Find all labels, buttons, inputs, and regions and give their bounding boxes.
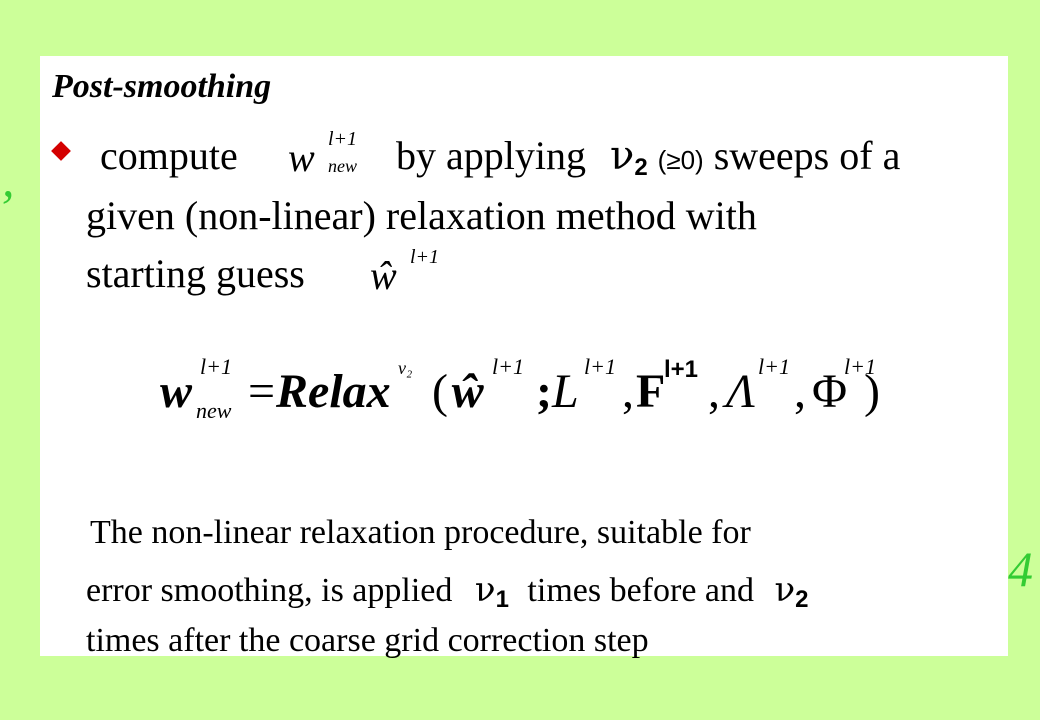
nu-1-subscript: 1 — [495, 586, 509, 613]
background-mark-left: , — [2, 151, 15, 207]
formula-comma-2: , — [708, 365, 720, 418]
slide-content — [40, 56, 1008, 659]
bullet-line-1 — [100, 132, 238, 179]
nu-2-subscript: 2 — [634, 154, 648, 181]
formula-open-paren: ( — [432, 365, 448, 418]
relaxation-formula — [160, 356, 880, 426]
nu-1-symbol: ν — [474, 570, 496, 610]
w-hat-symbol: ŵ l+1 — [370, 246, 440, 298]
note-line-1: The non-linear relaxation procedure, suitable for — [90, 514, 751, 551]
sweeps-text: sweeps of a — [713, 133, 901, 178]
by-applying-text: by applying — [396, 133, 586, 178]
w-new-symbol: w l+1 new — [288, 128, 358, 180]
formula-w-hat: ŵ — [452, 365, 485, 418]
note-before-text: times before and — [527, 572, 754, 609]
formula-L-sup: l+1 — [584, 354, 616, 379]
note-line-2 — [86, 570, 809, 614]
bullet-diamond-icon — [51, 141, 71, 161]
note-applied-text: error smoothing, is applied — [86, 572, 453, 609]
nonneg-condition: (≥0) — [657, 145, 704, 175]
formula-close-paren: ) — [864, 365, 880, 418]
formula-Phi: Φ — [812, 365, 848, 418]
formula-F-sup: l+1 — [664, 356, 699, 383]
nu-2-note-symbol: ν — [774, 570, 796, 610]
formula-L: L — [552, 365, 579, 418]
formula-w: w — [160, 365, 193, 418]
formula-w-sup: l+1 — [200, 354, 232, 379]
formula-w-hat-sup: l+1 — [492, 354, 524, 379]
formula-semicolon: ; — [536, 365, 552, 418]
section-heading: Post-smoothing — [52, 68, 272, 105]
formula-equals: = — [248, 365, 276, 418]
formula-w-sub: new — [196, 398, 232, 423]
nu-2-note-subscript: 2 — [795, 586, 809, 613]
formula-Lambda: Λ — [726, 365, 755, 418]
formula-Lambda-sup: l+1 — [758, 354, 790, 379]
formula-F: F — [636, 365, 666, 418]
note-line-3: times after the coarse grid correction step — [86, 622, 649, 659]
formula-relax-sup: ν₂ — [398, 358, 413, 378]
nu-2-symbol: ν — [609, 133, 635, 179]
formula-Phi-sup: l+1 — [844, 354, 876, 379]
formula-comma-3: , — [794, 365, 806, 418]
formula-relax: Relax — [276, 365, 391, 418]
bullet-line-2: given (non-linear) relaxation method with — [86, 193, 757, 238]
bullet-line-3: starting guess — [86, 251, 305, 296]
background-mark-right: 4 — [1008, 541, 1033, 597]
bullet-line-1b — [396, 132, 900, 182]
compute-text: compute — [100, 133, 238, 178]
formula-comma-1: , — [622, 365, 634, 418]
